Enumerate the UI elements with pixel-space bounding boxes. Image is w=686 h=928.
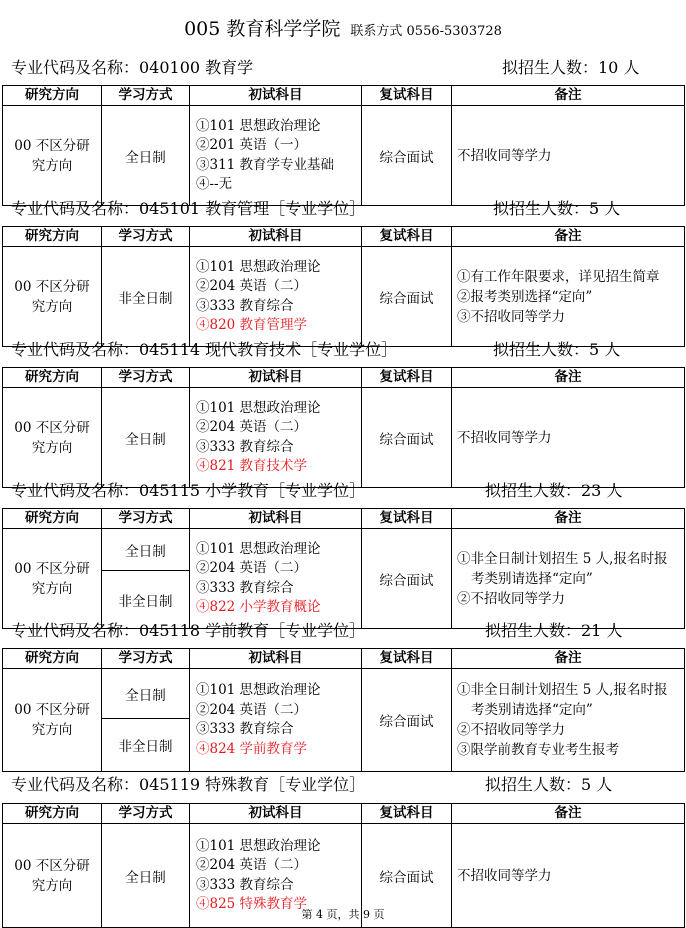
study-mode: 全日制 xyxy=(102,669,190,719)
remarks xyxy=(452,529,685,629)
direction-line: 00 不区分研 xyxy=(14,560,90,577)
remark-line: ②不招收同等学力 xyxy=(457,722,565,738)
major-heading xyxy=(11,55,679,79)
contact-info: 联系方式 0556-5303728 xyxy=(350,24,502,39)
study-mode: 全日制 xyxy=(102,529,190,571)
study-mode: 非全日制 xyxy=(102,719,190,772)
column-header: 初试科目 xyxy=(190,649,362,669)
direction-line: 00 不区分研 xyxy=(14,137,90,154)
column-header: 学习方式 xyxy=(102,86,190,106)
table-row xyxy=(3,669,685,719)
subject-item: ③333 教育综合 xyxy=(196,876,294,893)
research-direction xyxy=(3,669,102,772)
column-header: 学习方式 xyxy=(102,804,190,824)
retest-subject: 综合面试 xyxy=(362,247,452,347)
exam-subjects xyxy=(190,247,362,347)
study-mode: 全日制 xyxy=(102,824,190,928)
page-footer: 第 4 页，共 9 页 xyxy=(301,908,385,921)
subject-item: ①101 思想政治理论 xyxy=(196,540,321,557)
research-direction xyxy=(3,247,102,347)
column-header: 复试科目 xyxy=(362,804,452,824)
subject-item: ②201 英语（一） xyxy=(196,137,308,153)
major-table xyxy=(2,85,685,206)
direction-line: 究方向 xyxy=(31,580,73,597)
study-mode: 全日制 xyxy=(102,106,190,206)
remark-line: 不招收同等学力 xyxy=(457,867,552,884)
major-name: 专业代码及名称：045118 学前教育［专业学位］ xyxy=(11,621,366,640)
subject-item: ①101 思想政治理论 xyxy=(196,117,321,134)
subject-item: ③311 教育学专业基础 xyxy=(196,156,335,173)
direction-line: 00 不区分研 xyxy=(14,702,90,718)
college-title: 005 教育科学学院 xyxy=(184,18,341,40)
major-name: 专业代码及名称：045101 教育管理［专业学位］ xyxy=(11,199,366,218)
remark-line: 不招收同等学力 xyxy=(457,147,552,164)
major-name: 专业代码及名称：045114 现代教育技术［专业学位］ xyxy=(11,340,398,359)
retest-subject: 综合面试 xyxy=(362,824,452,928)
remark-line: ①有工作年限要求，详见招生简章 xyxy=(457,268,660,285)
table-header-row xyxy=(3,804,685,824)
column-header: 学习方式 xyxy=(102,509,190,529)
subject-item: ①101 思想政治理论 xyxy=(196,682,321,698)
page-title xyxy=(0,14,686,41)
remark-line: ③不招收同等学力 xyxy=(457,308,565,325)
column-header: 学习方式 xyxy=(102,227,190,247)
direction-line: 00 不区分研 xyxy=(14,857,90,874)
column-header: 研究方向 xyxy=(3,227,102,247)
major-heading xyxy=(11,478,679,502)
column-header: 研究方向 xyxy=(3,804,102,824)
enrollment-plan: 拟招生人数：10 人 xyxy=(502,58,640,77)
subject-item: ④820 教育管理学 xyxy=(196,317,308,333)
exam-subjects xyxy=(190,106,362,206)
table-header-row xyxy=(3,368,685,388)
column-header: 初试科目 xyxy=(190,86,362,106)
major-name: 专业代码及名称：045115 小学教育［专业学位］ xyxy=(11,481,366,500)
subject-item: ④821 教育技术学 xyxy=(196,458,308,474)
remark-line: 考类别请选择“定向” xyxy=(471,702,593,718)
subject-item: ③333 教育综合 xyxy=(196,721,294,737)
column-header: 学习方式 xyxy=(102,649,190,669)
column-header: 备注 xyxy=(452,649,685,669)
column-header: 研究方向 xyxy=(3,509,102,529)
subject-item: ②204 英语（二） xyxy=(196,701,308,718)
column-header: 备注 xyxy=(452,86,685,106)
direction-line: 00 不区分研 xyxy=(14,278,90,295)
research-direction xyxy=(3,106,102,206)
subject-item: ②204 英语（二） xyxy=(196,278,308,294)
subject-item: ②204 英语（二） xyxy=(196,419,308,435)
column-header: 复试科目 xyxy=(362,86,452,106)
column-header: 学习方式 xyxy=(102,368,190,388)
retest-subject: 综合面试 xyxy=(362,388,452,488)
column-header: 复试科目 xyxy=(362,368,452,388)
major-table xyxy=(2,367,685,488)
research-direction xyxy=(3,388,102,488)
subject-item: ③333 教育综合 xyxy=(196,297,294,314)
column-header: 初试科目 xyxy=(190,227,362,247)
column-header: 复试科目 xyxy=(362,649,452,669)
enrollment-plan: 拟招生人数：21 人 xyxy=(485,621,623,640)
remark-line: 不招收同等学力 xyxy=(457,429,552,446)
column-header: 备注 xyxy=(452,368,685,388)
direction-line: 究方向 xyxy=(31,298,73,315)
column-header: 研究方向 xyxy=(3,649,102,669)
remark-line: ①非全日制计划招生 5 人,报名时报 xyxy=(457,550,668,567)
subject-item: ①101 思想政治理论 xyxy=(196,837,321,854)
major-heading xyxy=(11,337,679,361)
table-row xyxy=(3,106,685,206)
major-heading xyxy=(11,196,679,220)
table-row xyxy=(3,388,685,488)
table-header-row xyxy=(3,509,685,529)
column-header: 备注 xyxy=(452,227,685,247)
direction-line: 究方向 xyxy=(31,877,73,894)
retest-subject: 综合面试 xyxy=(362,529,452,629)
retest-subject: 综合面试 xyxy=(362,669,452,772)
subject-item: ①101 思想政治理论 xyxy=(196,258,321,275)
column-header: 复试科目 xyxy=(362,227,452,247)
remark-line: ②不招收同等学力 xyxy=(457,590,565,607)
direction-line: 究方向 xyxy=(31,722,73,738)
column-header: 备注 xyxy=(452,509,685,529)
direction-line: 00 不区分研 xyxy=(14,419,90,436)
column-header: 初试科目 xyxy=(190,509,362,529)
exam-subjects xyxy=(190,388,362,488)
direction-line: 究方向 xyxy=(31,157,73,174)
column-header: 研究方向 xyxy=(3,86,102,106)
column-header: 初试科目 xyxy=(190,368,362,388)
table-row xyxy=(3,529,685,571)
study-mode: 非全日制 xyxy=(102,247,190,347)
enrollment-plan: 拟招生人数：5 人 xyxy=(493,199,621,218)
table-row xyxy=(3,247,685,347)
remark-line: ③限学前教育专业考生报考 xyxy=(457,742,619,758)
research-direction xyxy=(3,529,102,629)
table-header-row xyxy=(3,86,685,106)
column-header: 备注 xyxy=(452,804,685,824)
column-header: 研究方向 xyxy=(3,368,102,388)
subject-item: ④825 特殊教育学 xyxy=(196,896,308,912)
subject-item: ①101 思想政治理论 xyxy=(196,399,321,416)
remarks xyxy=(452,247,685,347)
subject-item: ③333 教育综合 xyxy=(196,579,294,596)
column-header: 复试科目 xyxy=(362,509,452,529)
major-name: 专业代码及名称：040100 教育学 xyxy=(11,58,254,77)
exam-subjects xyxy=(190,669,362,772)
remarks xyxy=(452,106,685,206)
major-table xyxy=(2,648,685,772)
study-mode: 非全日制 xyxy=(102,571,190,629)
remark-line: ②报考类别选择“定向” xyxy=(457,288,593,305)
remarks xyxy=(452,669,685,772)
major-heading xyxy=(11,772,679,796)
retest-subject: 综合面试 xyxy=(362,106,452,206)
subject-item: ④822 小学教育概论 xyxy=(196,599,321,615)
column-header: 初试科目 xyxy=(190,804,362,824)
subject-item: ③333 教育综合 xyxy=(196,438,294,455)
subject-item: ②204 英语（二） xyxy=(196,857,308,873)
major-table xyxy=(2,508,685,629)
major-heading xyxy=(11,618,679,642)
enrollment-plan: 拟招生人数：23 人 xyxy=(485,481,623,500)
enrollment-plan: 拟招生人数：5 人 xyxy=(485,775,613,794)
remarks xyxy=(452,388,685,488)
subject-item: ②204 英语（二） xyxy=(196,560,308,576)
direction-line: 究方向 xyxy=(31,439,73,456)
remark-line: ①非全日制计划招生 5 人,报名时报 xyxy=(457,682,668,698)
table-header-row xyxy=(3,227,685,247)
subject-item: ④824 学前教育学 xyxy=(196,740,308,757)
remark-line: 考类别请选择“定向” xyxy=(471,570,593,587)
major-table xyxy=(2,226,685,347)
table-header-row xyxy=(3,649,685,669)
exam-subjects xyxy=(190,529,362,629)
study-mode: 全日制 xyxy=(102,388,190,488)
subject-item: ④--无 xyxy=(196,176,233,192)
enrollment-plan: 拟招生人数：5 人 xyxy=(493,340,621,359)
major-name: 专业代码及名称：045119 特殊教育［专业学位］ xyxy=(11,775,366,794)
